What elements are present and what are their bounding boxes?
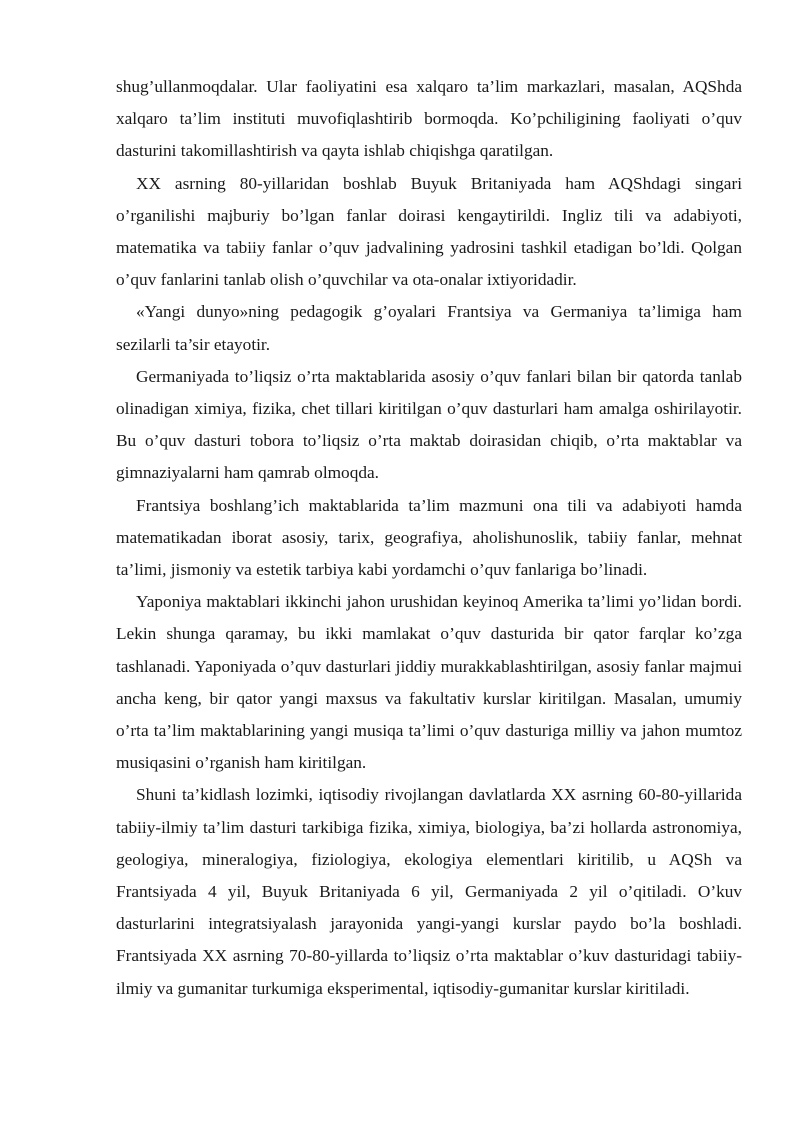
paragraph-4: Germaniyada to’liqsiz o’rta maktablarida asosiy o’quv fanlari bilan bir qatorda tanlab olinadigan ximiya, fizika, chet tillari kiritilgan o’quv dasturlari ham amalga oshirilayotir. Bu o’quv dasturi tobora to’liqsiz o’rta maktab doirasidan chiqib, o’rta maktablar va gimnaziyalarni ham qamrab olmoqda.: [116, 366, 742, 483]
paragraph-6: Yaponiya maktablari ikkinchi jahon urushidan keyinoq Amerika ta’limi yo’lidan bordi. Lekin shunga qaramay, bu ikki mamlakat o’quv dasturida bir qator farqlar ko’zga tashlanadi. Yaponiyada o’quv dasturlari jiddiy murakkablashtirilgan, asosiy fanlar majmui ancha keng, bir qator yangi maxsus va fakultativ kurslar kiritilgan. Masalan, umumiy o’rta ta’lim maktablarining yangi musiqa ta’limi o’quv dasturiga milliy va jahon mumtoz musiqasini o’rganish ham kiritilgan.: [116, 592, 742, 773]
paragraph-5: Frantsiya boshlang’ich maktablarida ta’lim mazmuni ona tili va adabiyoti hamda matematikadan iborat asosiy, tarix, geografiya, aholishunoslik, tabiiy fanlar, mehnat ta’limi, jismoniy va estetik tarbiya kabi yordamchi o’quv fanlariga bo’linadi.: [116, 495, 742, 580]
paragraph-3: «Yangi dunyo»ning pedagogik g’oyalari Frantsiya va Germaniya ta’limiga ham sezilarli ta’sir etayotir.: [116, 302, 742, 354]
document-page: [116, 71, 742, 1005]
paragraph-1: shug’ullanmoqdalar. Ular faoliyatini esa xalqaro ta’lim markazlari, masalan, AQShda xalqaro ta’lim instituti muvofiqlashtirib bormoqda. Ko’pchiligining faoliyati o’quv dasturini takomillashtirish va qayta ishlab chiqishga qaratilgan.: [116, 77, 742, 161]
paragraph-2: XX asrning 80-yillaridan boshlab Buyuk Britaniyada ham AQShdagi singari o’rganilishi majburiy bo’lgan fanlar doirasi kengaytirildi. Ingliz tili va adabiyoti, matematika va tabiiy fanlar o’quv jadvalining yadrosini tashkil etadigan bo’ldi. Qolgan o’quv fanlarini tanlab olish o’quvchilar va ota-onalar ixtiyoridadir.: [116, 173, 742, 290]
paragraph-7: Shuni ta’kidlash lozimki, iqtisodiy rivojlangan davlatlarda XX asrning 60-80-yillarida tabiiy-ilmiy ta’lim dasturi tarkibiga fizika, ximiya, biologiya, ba’zi hollarda astronomiya, geologiya, mineralogiya, fiziologiya, ekologiya elementlari kiritilib, u AQSh va Frantsiyada 4 yil, Buyuk Britaniyada 6 yil, Germaniyada 2 yil o’qitiladi. O’kuv dasturlarini integratsiyalash jarayonida yangi-yangi kurslar paydo bo’la boshladi. Frantsiyada XX asrning 70-80-yillarda to’liqsiz o’rta maktablar o’kuv dasturidagi tabiiy-ilmiy va gumanitar turkumiga eksperimental, iqtisodiy-gumanitar kurslar kiritiladi.: [116, 785, 742, 998]
